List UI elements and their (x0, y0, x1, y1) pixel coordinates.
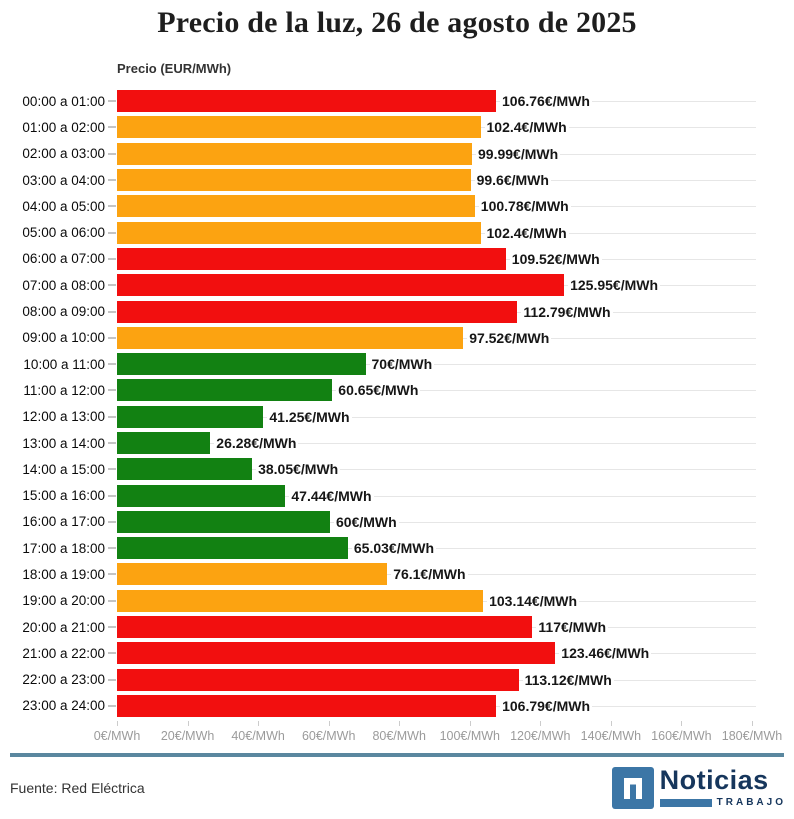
chart-row (0, 141, 794, 167)
row-label: 08:00 a 09:00 (22, 304, 105, 320)
x-axis-tick (399, 721, 400, 726)
bar (117, 563, 387, 585)
source-note: Fuente: Red Eléctrica (10, 780, 145, 796)
row-label: 17:00 a 18:00 (22, 540, 105, 556)
x-axis-tick (188, 721, 189, 726)
bar (117, 616, 532, 638)
row-label: 01:00 a 02:00 (22, 119, 105, 135)
bar (117, 458, 252, 480)
chart-row (0, 482, 794, 508)
chart-rows (0, 88, 794, 719)
row-tick (108, 442, 116, 444)
bar-value-label: 38.05€/MWh (258, 461, 339, 478)
bar-area (117, 193, 756, 219)
x-axis-tick-label: 60€/MWh (301, 729, 356, 744)
bar-area (117, 377, 756, 403)
bar (117, 90, 496, 112)
row-tick (108, 468, 116, 470)
bar (117, 274, 564, 296)
chart-row (0, 404, 794, 430)
row-label: 04:00 a 05:00 (22, 198, 105, 214)
bar (117, 248, 506, 270)
x-axis-tick (752, 721, 753, 726)
x-axis-tick-label: 40€/MWh (231, 729, 285, 744)
row-label: 00:00 a 01:00 (22, 93, 105, 109)
logo-subtitle: TRABAJO (716, 797, 786, 808)
bar (117, 642, 555, 664)
bar-area (117, 114, 756, 140)
x-axis-tick-label: 180€/MWh (721, 729, 783, 744)
bar-value-label: 60.65€/MWh (338, 382, 419, 399)
row-gridline (117, 443, 756, 444)
bar-value-label: 99.6€/MWh (476, 172, 549, 189)
chart-row (0, 272, 794, 298)
logo-title: Noticias (659, 765, 769, 795)
x-axis-tick (681, 721, 682, 726)
bar (117, 432, 210, 454)
bar (117, 695, 496, 717)
bar-value-label: 97.52€/MWh (469, 329, 550, 346)
bar-chart (0, 88, 794, 744)
chart-row (0, 561, 794, 587)
bar-area (117, 219, 756, 245)
row-label: 12:00 a 13:00 (22, 409, 105, 425)
bar-value-label: 76.1€/MWh (393, 566, 466, 583)
row-label: 07:00 a 08:00 (22, 277, 105, 293)
chart-row (0, 693, 794, 719)
row-tick (108, 495, 116, 497)
row-tick (108, 205, 116, 207)
bar (117, 222, 481, 244)
x-axis-tick-label: 140€/MWh (580, 729, 642, 744)
bar-area (117, 693, 756, 719)
bar-area (117, 141, 756, 167)
bar-value-label: 103.14€/MWh (489, 592, 578, 609)
x-axis-tick-label: 80€/MWh (372, 729, 426, 744)
bar-value-label: 41.25€/MWh (269, 408, 350, 425)
row-tick (108, 600, 116, 602)
chart-row (0, 325, 794, 351)
row-label: 11:00 a 12:00 (23, 382, 105, 398)
bar (117, 537, 348, 559)
bar (117, 669, 519, 691)
row-tick (108, 126, 116, 128)
chart-row (0, 667, 794, 693)
row-label: 10:00 a 11:00 (23, 356, 105, 372)
bar-area (117, 456, 756, 482)
bar-area (117, 246, 756, 272)
row-label: 23:00 a 24:00 (22, 698, 105, 714)
row-tick (108, 679, 116, 681)
x-axis-tick-label: 160€/MWh (651, 729, 712, 744)
x-axis-tick-label: 0€/MWh (93, 729, 141, 744)
bar-area (117, 430, 756, 456)
bar-area (117, 404, 756, 430)
bar (117, 195, 475, 217)
bar-value-label: 117€/MWh (538, 619, 607, 636)
x-axis-tick-label: 120€/MWh (510, 729, 571, 744)
chart-row (0, 351, 794, 377)
bar (117, 327, 463, 349)
row-tick (108, 573, 116, 575)
bar (117, 406, 263, 428)
bar-value-label: 106.79€/MWh (502, 697, 591, 714)
bar-value-label: 102.4€/MWh (486, 119, 567, 136)
x-axis-tick (258, 721, 259, 726)
bar-value-label: 99.99€/MWh (478, 145, 559, 162)
row-label: 09:00 a 10:00 (22, 330, 105, 346)
bar-value-label: 109.52€/MWh (511, 250, 600, 267)
chart-row (0, 535, 794, 561)
row-tick (108, 416, 116, 418)
bar-value-label: 113.12€/MWh (524, 671, 612, 688)
x-axis-tick (540, 721, 541, 726)
footer-divider (10, 753, 784, 757)
row-tick (108, 258, 116, 260)
chart-row (0, 430, 794, 456)
bar-area (117, 640, 756, 666)
chart-row (0, 377, 794, 403)
bar-value-label: 106.76€/MWh (502, 93, 590, 110)
noticias-trabajo-logo (612, 767, 786, 809)
bar-area (117, 88, 756, 114)
bar-area (117, 561, 756, 587)
row-tick (108, 232, 116, 234)
row-tick (108, 389, 116, 391)
bar-area (117, 167, 756, 193)
row-label: 06:00 a 07:00 (22, 251, 105, 267)
bar-area (117, 509, 756, 535)
x-axis-tick-label: 20€/MWh (160, 729, 215, 744)
chart-row (0, 246, 794, 272)
row-label: 13:00 a 14:00 (22, 435, 105, 451)
row-label: 03:00 a 04:00 (22, 172, 105, 188)
bar-value-label: 100.78€/MWh (480, 198, 569, 215)
chart-row (0, 88, 794, 114)
x-axis (93, 721, 783, 749)
chart-row (0, 193, 794, 219)
row-label: 15:00 a 16:00 (22, 488, 105, 504)
row-tick (108, 521, 116, 523)
bar-value-label: 47.44€/MWh (291, 487, 372, 504)
chart-row (0, 114, 794, 140)
chart-row (0, 219, 794, 245)
row-label: 21:00 a 22:00 (22, 645, 105, 661)
chart-row (0, 456, 794, 482)
row-tick (108, 311, 116, 313)
x-axis-tick (117, 721, 118, 726)
row-label: 22:00 a 23:00 (22, 672, 105, 688)
row-label: 02:00 a 03:00 (22, 146, 105, 162)
row-label: 14:00 a 15:00 (22, 461, 105, 477)
row-label: 16:00 a 17:00 (22, 514, 105, 530)
chart-row (0, 588, 794, 614)
bar-area (117, 535, 756, 561)
row-label: 19:00 a 20:00 (22, 593, 105, 609)
bar (117, 511, 330, 533)
chart-row (0, 298, 794, 324)
bar (117, 143, 472, 165)
x-axis-tick (611, 721, 612, 726)
row-tick (108, 705, 116, 707)
bar-area (117, 482, 756, 508)
bar-area (117, 272, 756, 298)
row-label: 20:00 a 21:00 (22, 619, 105, 635)
page-title: Precio de la luz, 26 de agosto de 2025 (157, 6, 637, 39)
bar (117, 301, 517, 323)
chart-row (0, 509, 794, 535)
bar (117, 379, 332, 401)
bar-area (117, 298, 756, 324)
chart-row (0, 167, 794, 193)
logo-text (660, 767, 786, 808)
row-label: 05:00 a 06:00 (22, 225, 105, 241)
bar-area (117, 351, 756, 377)
row-tick (108, 337, 116, 339)
bar-area (117, 325, 756, 351)
row-tick (108, 363, 116, 365)
logo-underline (660, 799, 712, 807)
logo-subrow (660, 797, 786, 808)
axis-title: Precio (EUR/MWh) (117, 61, 232, 76)
bar-value-label: 102.4€/MWh (486, 224, 567, 241)
x-axis-tick-label: 100€/MWh (439, 729, 501, 744)
row-tick (108, 626, 116, 628)
bar-value-label: 125.95€/MWh (570, 277, 659, 294)
bar-value-label: 26.28€/MWh (216, 435, 297, 451)
row-tick (108, 284, 116, 286)
bar-area (117, 588, 756, 614)
chart-row (0, 614, 794, 640)
bar (117, 116, 481, 138)
bar (117, 353, 366, 375)
row-tick (108, 652, 116, 654)
row-tick (108, 547, 116, 549)
bar-value-label: 112.79€/MWh (523, 303, 611, 320)
bar (117, 485, 285, 507)
bar-value-label: 65.03€/MWh (353, 540, 435, 557)
row-label: 18:00 a 19:00 (22, 566, 105, 582)
bar-area (117, 667, 756, 693)
bar-value-label: 60€/MWh (336, 513, 397, 530)
bar-area (117, 614, 756, 640)
bar-value-label: 70€/MWh (371, 356, 433, 373)
x-axis-tick (329, 721, 330, 726)
logo-n-icon (612, 767, 654, 809)
chart-row (0, 640, 794, 666)
bar (117, 590, 483, 612)
bar (117, 169, 471, 191)
bar-value-label: 123.46€/MWh (561, 645, 650, 662)
x-axis-tick (470, 721, 471, 726)
row-tick (108, 100, 116, 102)
row-tick (108, 179, 116, 181)
row-tick (108, 153, 116, 155)
